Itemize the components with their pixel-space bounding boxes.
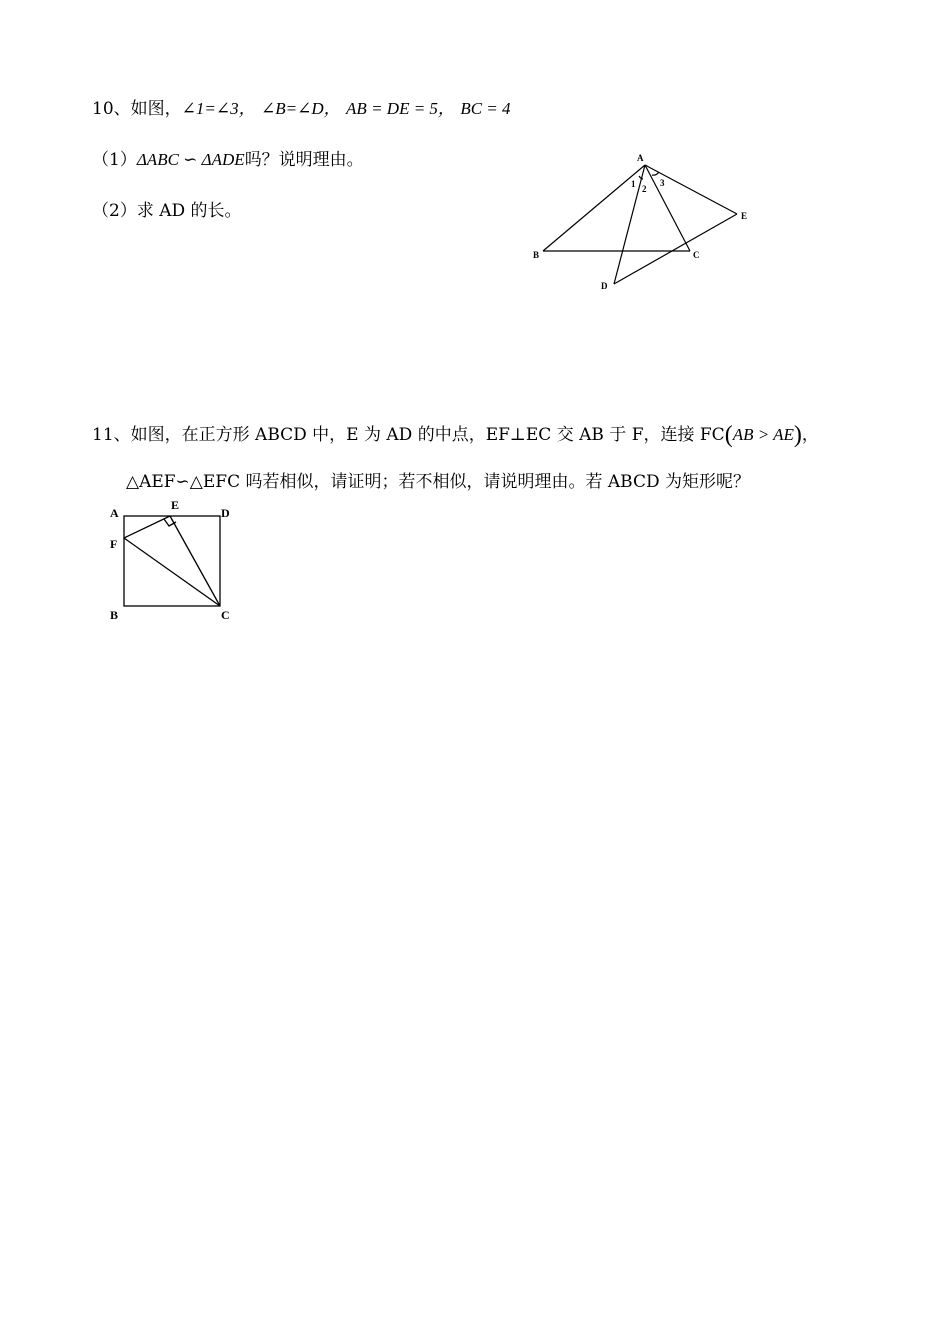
- q11-label-B: B: [110, 608, 119, 622]
- q10-part1: [92, 145, 364, 170]
- q11-seg-EF: [124, 516, 170, 538]
- q11-line1-math: AB > AE: [732, 425, 794, 444]
- q11-label-C: C: [221, 608, 230, 622]
- q10-lead: 如图，: [130, 99, 182, 119]
- q10-part2-label: （2）: [92, 201, 137, 221]
- q11-label-A: A: [110, 506, 119, 520]
- q11-square-ABCD: [124, 516, 220, 606]
- q11-line1-text: 如图，在正方形 ABCD 中，E 为 AD 的中点，EF⊥EC 交 AB 于 F，连接 FC: [130, 425, 725, 445]
- q11-statement-line1: [92, 420, 819, 447]
- q10-seg-DE: [614, 214, 737, 284]
- q11-line2-text: △AEF∽△EFC 吗若相似，请证明；若不相似，请说明理由。若 ABCD 为矩形呢？: [126, 472, 751, 492]
- q10-seg-AD: [614, 165, 645, 284]
- q11-seg-EC: [170, 516, 220, 606]
- q10-label-3: 3: [660, 178, 665, 188]
- q11-label-F: F: [110, 537, 118, 551]
- q10-seg-AE: [645, 165, 737, 214]
- q10-seg-AB: [543, 165, 645, 251]
- q11-line1-end: ，: [801, 425, 819, 445]
- q11-statement-line2: [126, 467, 750, 492]
- q10-part1-label: （1）: [92, 150, 137, 170]
- q10-part1-text: 吗？说明理由。: [244, 150, 364, 170]
- q10-cond-angleBD: ∠B=∠D，: [261, 99, 341, 118]
- q11-label-D: D: [221, 506, 230, 520]
- q10-number: 10、: [92, 99, 131, 119]
- q11-paren-close: ): [793, 422, 802, 448]
- q10-part1-math: ΔABC ∽ ΔADE: [136, 150, 245, 169]
- q10-part2-text: 求 AD 的长。: [136, 201, 242, 221]
- q10-label-B: B: [533, 250, 540, 260]
- q10-label-D: D: [601, 281, 608, 291]
- q10-cond-ABDE: AB = DE = 5，: [346, 99, 455, 118]
- q10-label-C: C: [693, 250, 700, 260]
- q10-cond-BC: BC = 4: [460, 99, 511, 118]
- q10-statement: [92, 94, 511, 119]
- q10-seg-AC: [645, 165, 690, 251]
- q10-angle-arc-3: [652, 172, 659, 175]
- q11-label-E: E: [171, 498, 180, 512]
- q11-seg-FC: [124, 538, 220, 606]
- q10-cond-angle13: ∠1=∠3，: [181, 99, 256, 118]
- q11-right-angle-mark: [164, 519, 176, 526]
- q10-label-1: 1: [631, 179, 636, 189]
- q11-paren-open: (: [724, 422, 733, 448]
- q10-label-E: E: [741, 211, 748, 221]
- q10-part2: [92, 196, 242, 221]
- q10-label-2: 2: [642, 184, 647, 194]
- q10-label-A: A: [637, 153, 644, 163]
- q11-number: 11、: [92, 425, 131, 445]
- q10-angle-arc-1: [639, 176, 643, 179]
